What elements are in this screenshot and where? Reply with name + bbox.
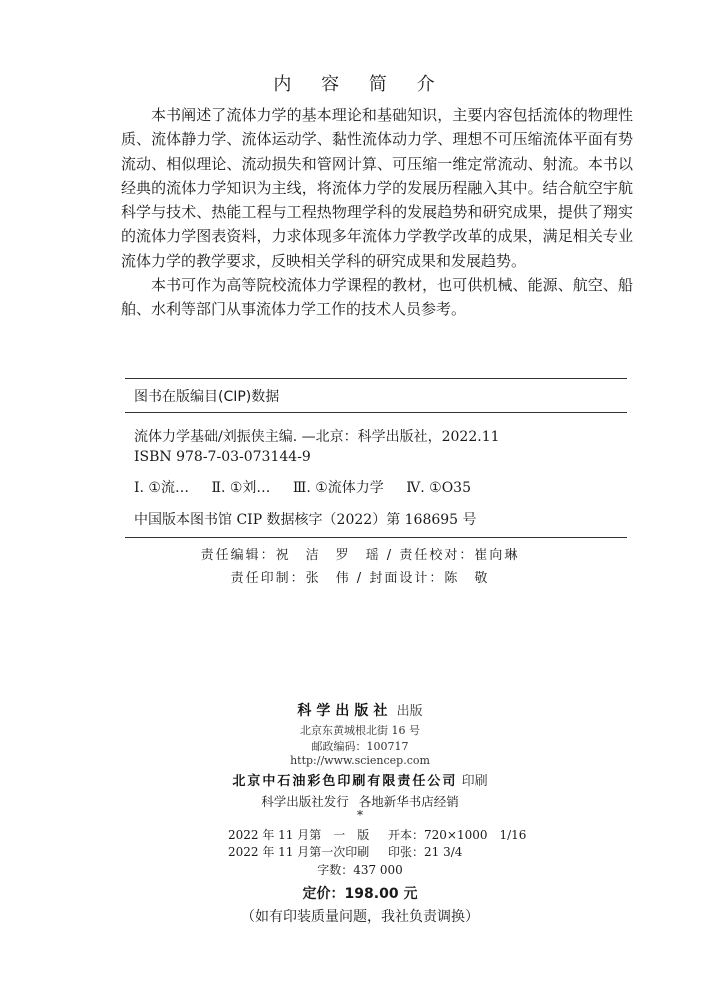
- content-summary: [121, 103, 633, 322]
- summary-paragraph-2: 本书可作为高等院校流体力学课程的教材，也可供机械、能源、航空、船舶、水利等部门从事流体力学工作的技术人员参考。: [121, 276, 633, 319]
- printing-line: [228, 843, 463, 860]
- cip-class-4: Ⅳ. ①O35: [406, 480, 471, 496]
- publisher-url: http://www.sciencep.com: [290, 754, 430, 767]
- sellers: 各地新华书店经销: [358, 794, 459, 809]
- publisher-address: 北京东黄城根北街 16 号: [300, 724, 420, 737]
- page-title: 内 容 简 介: [273, 74, 447, 95]
- summary-paragraph-1: 本书阐述了流体力学的基本理论和基础知识，主要内容包括流体的物理性质、流体静力学、流体运动学、黏性流体动力学、理想不可压缩流体平面有势流动、相似理论、流动损失和管网计算、可压缩一维定常流动、射流。本书以经典的流体力学知识为主线，将流体力学的发展历程融入其中。结合航空宇航科学与技术、热能工程与工程热物理学科的发展趋势和研究成果，提供了翔实的流体力学图表资料，力求体现多年流体力学教学改革的成果，满足相关专业流体力学的教学要求，反映相关学科的研究成果和发展趋势。: [121, 106, 633, 270]
- publisher-line: [0, 700, 720, 720]
- cip-check-number: 中国版本图书馆 CIP 数据核字（2022）第 168695 号: [134, 512, 477, 528]
- separator-star: *: [357, 808, 363, 822]
- cip-class-2: Ⅱ. ①刘…: [211, 480, 271, 496]
- printer-suffix: 印刷: [461, 774, 488, 789]
- staff-editors: 责任编辑：祝 洁 罗 瑶 / 责任校对：崔向琳: [200, 548, 520, 563]
- price: 定价：198.00 元: [302, 886, 418, 902]
- publisher-zip: 邮政编码：100717: [311, 740, 409, 753]
- cip-isbn: ISBN 978-7-03-073144-9: [134, 449, 311, 465]
- edition-date: 2022 年 11 月第 一 版: [228, 828, 370, 842]
- word-count: 字数：437 000: [317, 863, 403, 877]
- cip-class-3: Ⅲ. ①流体力学: [292, 480, 384, 496]
- publisher-name: 科学出版社: [297, 703, 393, 719]
- printing-date: 2022 年 11 月第一次印刷: [228, 845, 370, 859]
- format-size: 开本：720×1000 1/16: [388, 828, 527, 842]
- printer-line: [0, 770, 720, 789]
- cip-class-1: Ⅰ. ①流…: [134, 480, 189, 496]
- cip-heading-rule: [125, 412, 627, 413]
- staff-production: 责任印制：张 伟 / 封面设计：陈 敬: [230, 571, 490, 586]
- cip-block: [125, 378, 627, 538]
- printer-name: 北京中石油彩色印刷有限责任公司: [232, 774, 458, 789]
- cip-classification: [134, 477, 627, 497]
- quality-notice: （如有印装质量问题，我社负责调换）: [241, 909, 479, 925]
- publisher-suffix: 出版: [396, 704, 423, 719]
- distributor: 科学出版社发行: [261, 794, 349, 809]
- cip-bottom-rule: [125, 537, 627, 538]
- cip-heading: 图书在版编目(CIP)数据: [134, 389, 280, 405]
- edition-line: [228, 826, 527, 843]
- cip-top-rule: [125, 378, 627, 379]
- cip-title-line: 流体力学基础/刘振侠主编. —北京：科学出版社，2022.11: [134, 429, 500, 445]
- sheet-count: 印张：21 3/4: [388, 845, 463, 859]
